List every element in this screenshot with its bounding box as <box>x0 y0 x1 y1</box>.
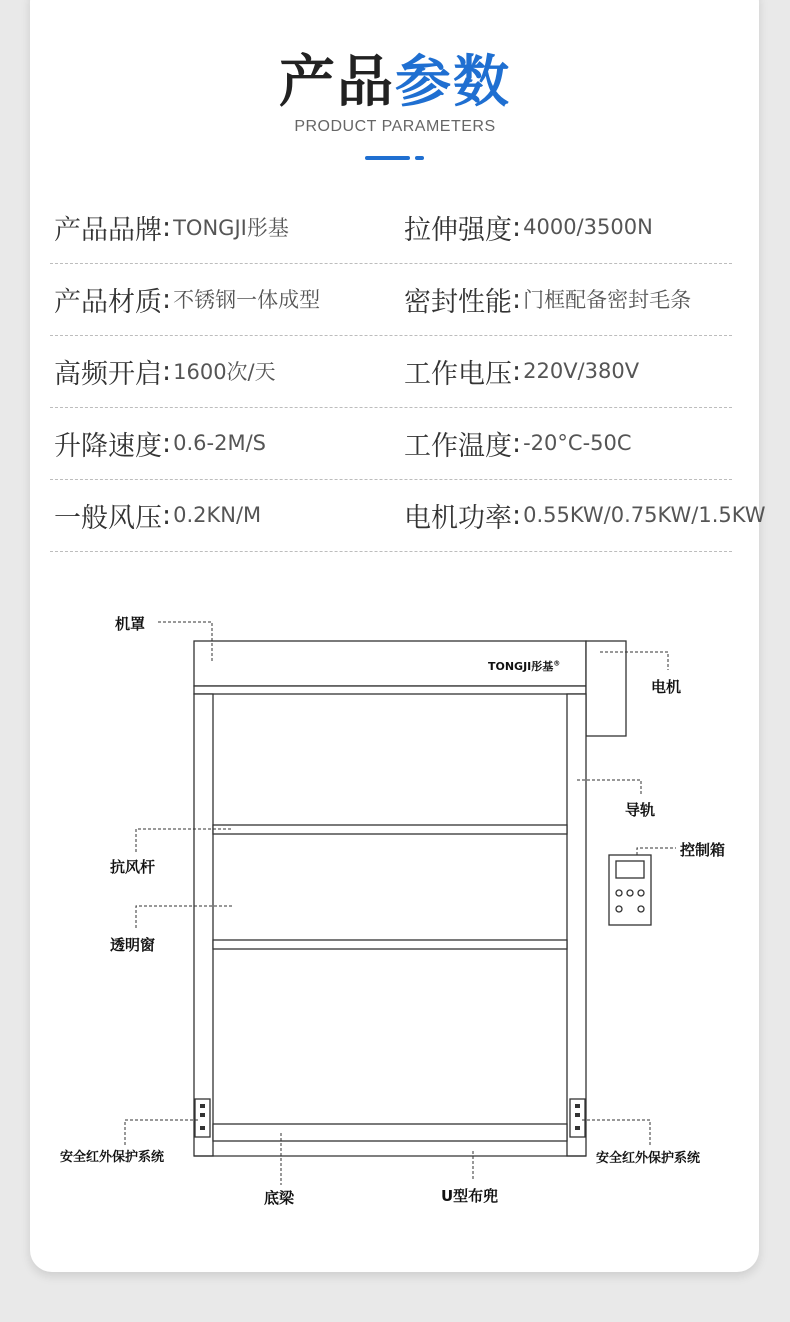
annotation-cover: 机罩 <box>115 615 146 633</box>
cover-lower-band <box>194 686 586 694</box>
spec-item: 工作电压 : 220V/380V <box>404 335 734 407</box>
spec-value: TONGJI彤基 <box>173 216 289 240</box>
bottom-beam <box>213 1124 567 1141</box>
leader-window <box>136 906 232 928</box>
annotation-motor: 电机 <box>651 678 682 696</box>
leader-control-box <box>637 848 676 855</box>
wind-bar-2 <box>213 940 567 949</box>
spec-item: 高频开启 : 1600次/天 <box>54 335 394 407</box>
door-brand-label: TONGJI彤基® <box>488 659 561 673</box>
spec-item: 电机功率 : 0.55KW/0.75KW/1.5KW <box>404 479 734 551</box>
sensor-dot <box>200 1104 205 1108</box>
spec-item: 工作温度 : -20°C-50C <box>404 407 734 479</box>
spec-row <box>50 263 732 336</box>
annotation-infrared-right: 安全红外保护系统 <box>596 1151 701 1166</box>
right-rail <box>567 694 586 1156</box>
sensor-dot <box>575 1104 580 1108</box>
spec-label: 拉伸强度 <box>404 214 512 246</box>
title-underline <box>365 156 410 160</box>
spec-value: 0.6-2M/S <box>173 431 266 455</box>
annotation-wind-bar: 抗风杆 <box>110 858 156 876</box>
page-subtitle: PRODUCT PARAMETERS <box>294 118 496 135</box>
sensor-dot <box>200 1113 205 1117</box>
spec-label: 工作电压 <box>404 358 512 390</box>
spec-label: 产品品牌 <box>54 214 162 246</box>
spec-label: 密封性能 <box>404 286 512 318</box>
title-dark-part: 产品 <box>279 50 395 115</box>
title-blue-part: 参数 <box>395 50 511 115</box>
spec-value: 门框配备密封毛条 <box>523 288 692 312</box>
spec-value: 1600次/天 <box>173 360 276 384</box>
spec-label: 升降速度 <box>54 430 162 462</box>
spec-item: 产品品牌 : TONGJI彤基 <box>54 191 394 263</box>
spec-value: 4000/3500N <box>523 215 653 239</box>
spec-row <box>50 479 766 552</box>
spec-row <box>50 335 732 408</box>
annotation-guide-rail: 导轨 <box>625 801 656 819</box>
left-rail <box>194 694 213 1156</box>
wind-bar-1 <box>213 825 567 834</box>
annotation-control-box: 控制箱 <box>680 841 726 859</box>
spec-row <box>50 191 732 264</box>
spec-item: 产品材质 : 不锈钢一体成型 <box>54 263 394 335</box>
spec-row <box>50 407 732 480</box>
spec-item: 密封性能 : 门框配备密封毛条 <box>404 263 734 335</box>
spec-item: 升降速度 : 0.6-2M/S <box>54 407 394 479</box>
leader-infrared-right <box>582 1120 650 1145</box>
sensor-dot <box>575 1126 580 1130</box>
motor-box <box>586 641 626 736</box>
spec-value: 不锈钢一体成型 <box>173 288 321 312</box>
title-underline-dot <box>415 156 424 160</box>
door-diagram <box>0 580 790 1240</box>
annotation-window: 透明窗 <box>110 936 156 954</box>
spec-label: 高频开启 <box>54 358 162 390</box>
spec-value: 0.2KN/M <box>173 503 262 527</box>
spec-label: 电机功率 <box>404 502 512 534</box>
page-title <box>0 48 790 118</box>
spec-label: 一般风压 <box>54 502 162 534</box>
spec-value: 220V/380V <box>523 359 640 383</box>
spec-value: -20°C-50C <box>523 431 632 455</box>
annotation-infrared-left: 安全红外保护系统 <box>60 1150 165 1165</box>
spec-item: 拉伸强度 : 4000/3500N <box>404 191 734 263</box>
sensor-dot <box>575 1113 580 1117</box>
sensor-dot <box>200 1126 205 1130</box>
spec-value: 0.55KW/0.75KW/1.5KW <box>523 503 766 527</box>
annotation-u-pocket: U型布兜 <box>441 1187 499 1205</box>
spec-item: 一般风压 : 0.2KN/M <box>54 479 394 551</box>
annotation-bottom-beam: 底梁 <box>264 1189 295 1207</box>
spec-label: 工作温度 <box>404 430 512 462</box>
leader-infrared-left <box>125 1120 198 1145</box>
spec-label: 产品材质 <box>54 286 162 318</box>
